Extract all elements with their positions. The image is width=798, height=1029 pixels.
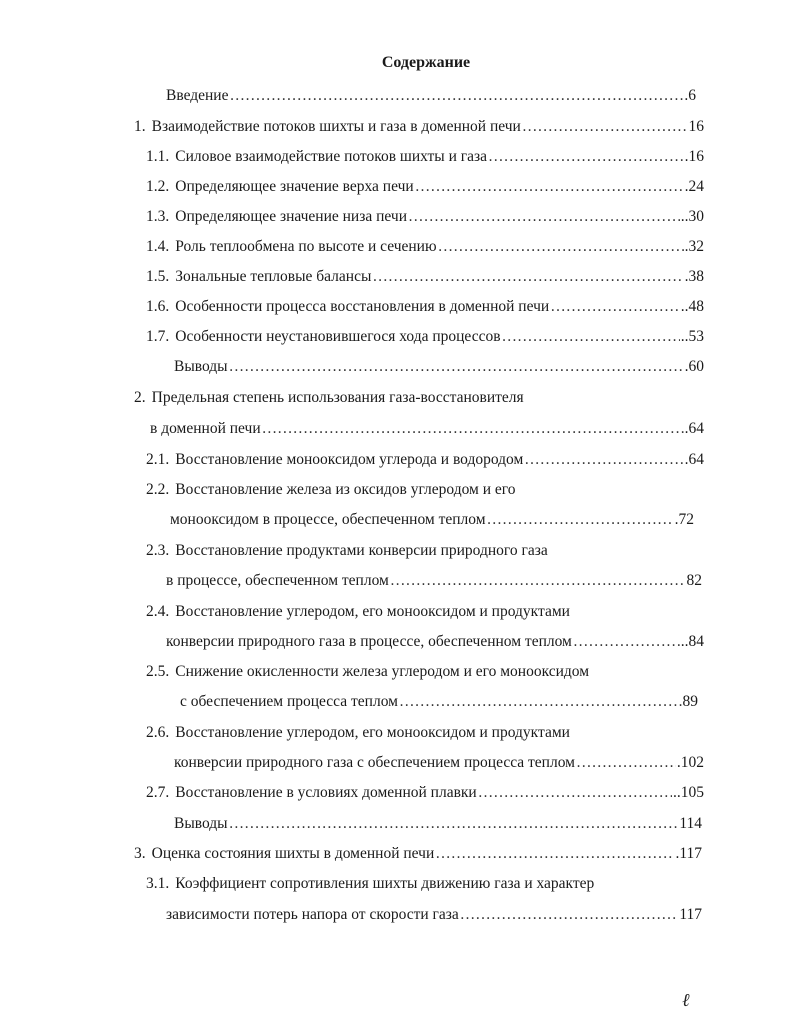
toc-entry-page: .102 xyxy=(676,754,704,771)
toc-entry-text: Роль теплообмена по высоте и сечению xyxy=(175,238,437,255)
toc-entry-number: 1.3. xyxy=(146,208,170,225)
toc-entry-text: конверсии природного газа в процессе, обеспеченном теплом xyxy=(166,633,572,650)
toc-entry-conclusions-2 xyxy=(174,814,702,834)
toc-entry-number: 2. xyxy=(134,389,146,406)
toc-entry-1-7 xyxy=(146,327,704,347)
toc-entry-2-5 xyxy=(146,662,704,682)
toc-entry-number: 2.6. xyxy=(146,724,170,741)
toc-entry-page: ..48 xyxy=(680,298,704,315)
toc-entry-number: 2.3. xyxy=(146,542,170,559)
leader-dots xyxy=(460,905,679,925)
leader-dots xyxy=(478,783,672,803)
toc-entry-text: Предельная степень использования газа-восстановителя xyxy=(151,389,524,406)
toc-entry-text: Взаимодействие потоков шихты и газа в доменной печи xyxy=(151,118,521,135)
toc-entry-text: в процессе, обеспеченном теплом xyxy=(166,572,389,589)
toc-entry-2-3 xyxy=(146,541,704,561)
toc-entry-chapter-2 xyxy=(134,388,704,408)
leader-dots xyxy=(487,510,674,530)
toc-entry-number: 2.5. xyxy=(146,663,170,680)
toc-entry-conclusions-1 xyxy=(174,357,704,377)
leader-dots xyxy=(576,753,676,773)
toc-entry-text: Силовое взаимодействие потоков шихты и газа xyxy=(175,148,487,165)
toc-entry-page: .60 xyxy=(684,358,704,375)
toc-entry-number: 1.2. xyxy=(146,178,170,195)
toc-entry-text: Восстановление продуктами конверсии природного газа xyxy=(175,542,548,559)
toc-entry-2-3-cont xyxy=(166,571,702,591)
toc-entry-number: 2.2. xyxy=(146,481,170,498)
toc-entry-chapter-1 xyxy=(134,117,704,137)
toc-entry-number: 2.4. xyxy=(146,603,170,620)
toc-entry-page: 117 xyxy=(679,906,702,923)
leader-dots xyxy=(229,814,679,834)
toc-entry-number: 1. xyxy=(134,118,146,135)
toc-entry-number: 3. xyxy=(134,845,146,862)
toc-entry-number: 1.7. xyxy=(146,328,170,345)
toc-entry-text: Выводы xyxy=(174,815,228,832)
toc-entry-text: Выводы xyxy=(174,358,228,375)
leader-dots xyxy=(488,147,684,167)
toc-entry-number: 1.5. xyxy=(146,268,170,285)
leader-dots xyxy=(262,419,684,439)
toc-entry-page: .117 xyxy=(675,845,702,862)
toc-entry-text: конверсии природного газа с обеспечением процесса теплом xyxy=(174,754,575,771)
toc-entry-page: 114 xyxy=(679,815,702,832)
toc-entry-text: зависимости потерь напора от скорости газа xyxy=(166,906,459,923)
toc-entry-number: 1.1. xyxy=(146,148,170,165)
toc-entry-text: Восстановление в условиях доменной плавки xyxy=(175,784,477,801)
leader-dots xyxy=(522,117,688,137)
toc-entry-3-1-cont xyxy=(166,905,702,925)
leader-dots xyxy=(573,632,680,652)
toc-entry-1-5 xyxy=(146,267,704,287)
toc-entry-number: 1.4. xyxy=(146,238,170,255)
toc-entry-3-1 xyxy=(146,874,704,894)
leader-dots xyxy=(372,267,683,287)
toc-entry-2-2-cont xyxy=(170,510,694,530)
toc-entry-1-2 xyxy=(146,177,704,197)
toc-entry-page: .38 xyxy=(684,268,704,285)
toc-entry-page: .72 xyxy=(674,511,694,528)
toc-entry-page: 89 xyxy=(682,693,698,710)
leader-dots xyxy=(550,297,680,317)
toc-entry-text: Коэффициент сопротивления шихты движению газа и характер xyxy=(175,875,595,892)
toc-entry-number: 3.1. xyxy=(146,875,170,892)
toc-entry-page: .6 xyxy=(684,87,696,104)
toc-entry-text: Зональные тепловые балансы xyxy=(175,268,372,285)
toc-entry-text: Восстановление углеродом, его монооксидом и продуктами xyxy=(175,603,570,620)
toc-entry-2-6 xyxy=(146,723,704,743)
toc-entry-text: Восстановление монооксидом углерода и водородом xyxy=(175,451,524,468)
leader-dots xyxy=(524,450,683,470)
toc-entry-2-1 xyxy=(146,450,704,470)
toc-entry-text: Определяющее значение верха печи xyxy=(175,178,414,195)
toc-entry-page: ..53 xyxy=(680,328,704,345)
toc-entry-text: Особенности неустановившегося хода процессов xyxy=(175,328,501,345)
toc-entry-page: .24 xyxy=(684,178,704,195)
toc-entry-text: Восстановление железа из оксидов углеродом и его xyxy=(175,481,516,498)
toc-entry-text: Определяющее значение низа печи xyxy=(175,208,407,225)
toc-entry-2-4-cont xyxy=(166,632,704,652)
leader-dots xyxy=(438,237,684,257)
toc-entry-text: с обеспечением процесса теплом xyxy=(180,693,398,710)
leader-dots xyxy=(229,86,683,106)
leader-dots xyxy=(415,177,684,197)
toc-entry-introduction xyxy=(166,86,696,106)
toc-entry-text: Особенности процесса восстановления в доменной печи xyxy=(175,298,550,315)
toc-entry-text: Оценка состояния шихты в доменной печи xyxy=(151,845,435,862)
leader-dots xyxy=(502,327,680,347)
toc-entry-text: Введение xyxy=(166,87,229,104)
leader-dots xyxy=(408,207,680,227)
toc-entry-page: .32 xyxy=(684,238,704,255)
toc-entry-2-2 xyxy=(146,480,704,500)
toc-entry-text: Восстановление углеродом, его монооксидом и продуктами xyxy=(175,724,570,741)
toc-entry-page: 16 xyxy=(688,118,704,135)
toc-entry-number: 1.6. xyxy=(146,298,170,315)
toc-entry-page: ..105 xyxy=(673,784,704,801)
toc-entry-2-6-cont xyxy=(174,753,704,773)
toc-entry-page: ..30 xyxy=(680,208,704,225)
toc-entry-page: .64 xyxy=(684,451,704,468)
toc-entry-2-5-cont xyxy=(180,692,698,712)
toc-entry-1-1 xyxy=(146,147,704,167)
toc-entry-chapter-3 xyxy=(134,844,702,864)
toc-entry-page: .64 xyxy=(684,420,704,437)
toc-entry-chapter-2-cont xyxy=(150,419,704,439)
toc-entry-2-7 xyxy=(146,783,704,803)
toc-entry-text: монооксидом в процессе, обеспеченном теплом xyxy=(170,511,486,528)
leader-dots xyxy=(435,844,674,864)
leader-dots xyxy=(229,357,684,377)
margin-mark: ℓ xyxy=(682,990,690,1010)
leader-dots xyxy=(399,692,682,712)
toc-entry-number: 2.1. xyxy=(146,451,170,468)
toc-entry-page: .16 xyxy=(684,148,704,165)
page-title: Содержание xyxy=(381,54,471,71)
toc-entry-number: 2.7. xyxy=(146,784,170,801)
leader-dots xyxy=(390,571,686,591)
toc-entry-1-3 xyxy=(146,207,704,227)
toc-entry-page: ..84 xyxy=(680,633,704,650)
toc-entry-2-4 xyxy=(146,602,704,622)
toc-entry-1-4 xyxy=(146,237,704,257)
toc-entry-text: Снижение окисленности железа углеродом и его монооксидом xyxy=(175,663,590,680)
toc-entry-1-6 xyxy=(146,297,704,317)
toc-entry-text: в доменной печи xyxy=(150,420,261,437)
toc-entry-page: 82 xyxy=(686,572,702,589)
